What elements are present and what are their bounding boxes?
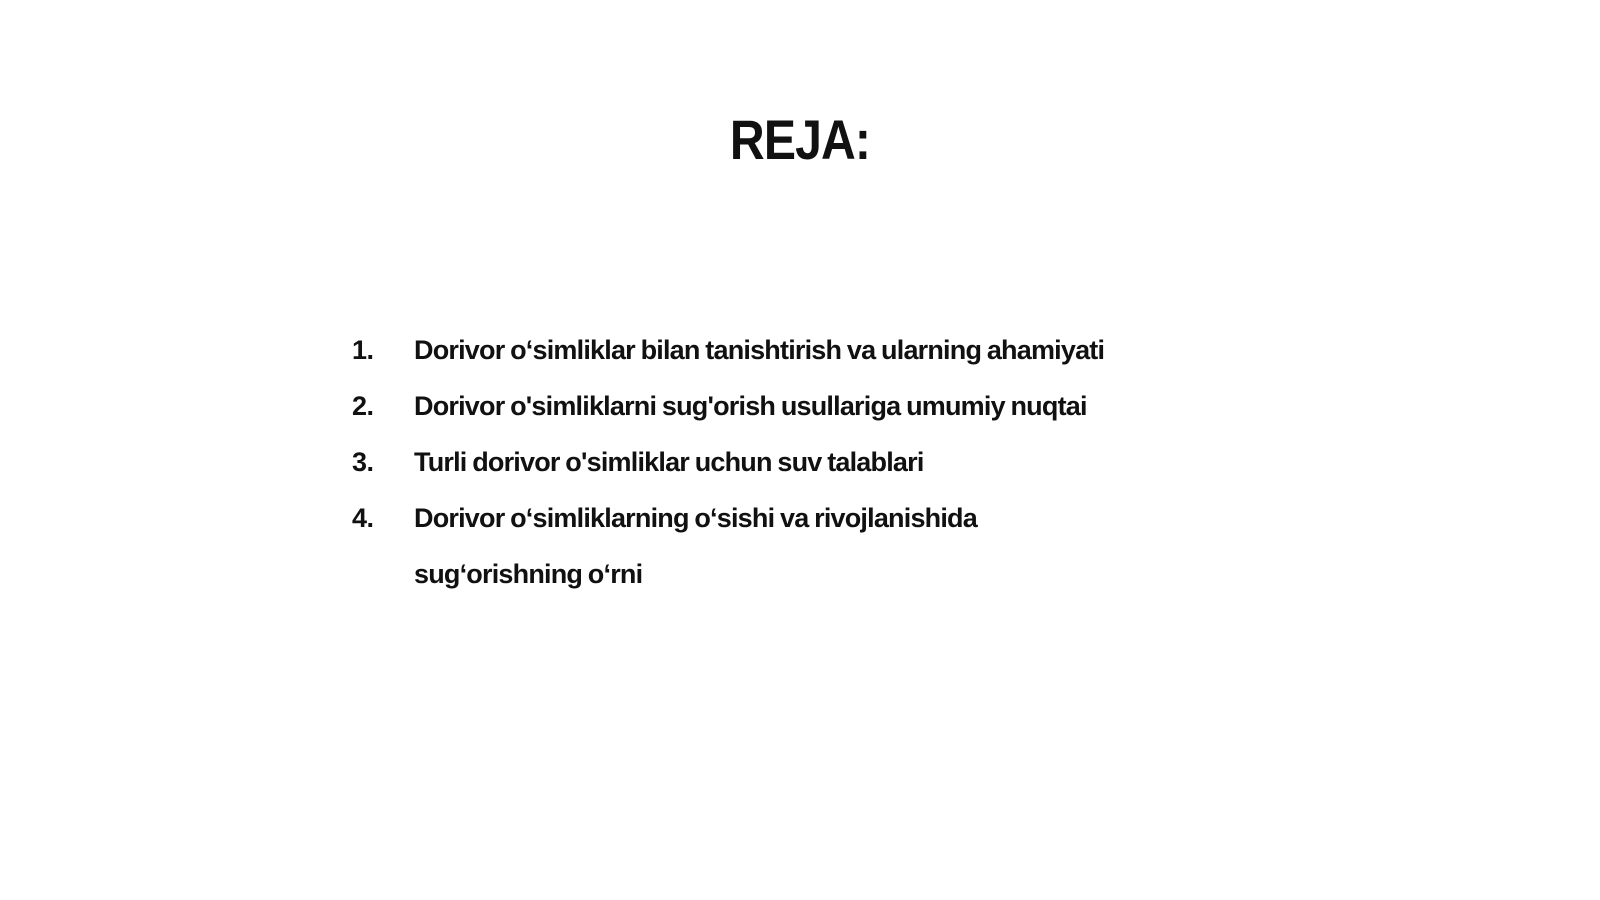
list-item-number: 2. [352,391,374,421]
slide-title: REJA: [729,108,871,171]
list-item [352,434,1252,490]
list-item-number: 1. [352,335,374,365]
list-item [352,378,1252,434]
list-item-text: Dorivor o'simliklarni sug'orish usullariga umumiy nuqtai [414,391,1087,421]
list-item-text: Turli dorivor o'simliklar uchun suv talablari [414,447,924,477]
list-item [352,490,1252,602]
list-item-number: 3. [352,447,374,477]
list-item-number: 4. [352,503,374,533]
list-item-text: Dorivor o‘simliklarning o‘sishi va rivojlanishida sug‘orishning o‘rni [414,503,977,589]
list-item-text: Dorivor o‘simliklar bilan tanishtirish va ularning ahamiyati [414,335,1105,365]
list-item [352,322,1252,378]
plan-list [352,322,1252,602]
